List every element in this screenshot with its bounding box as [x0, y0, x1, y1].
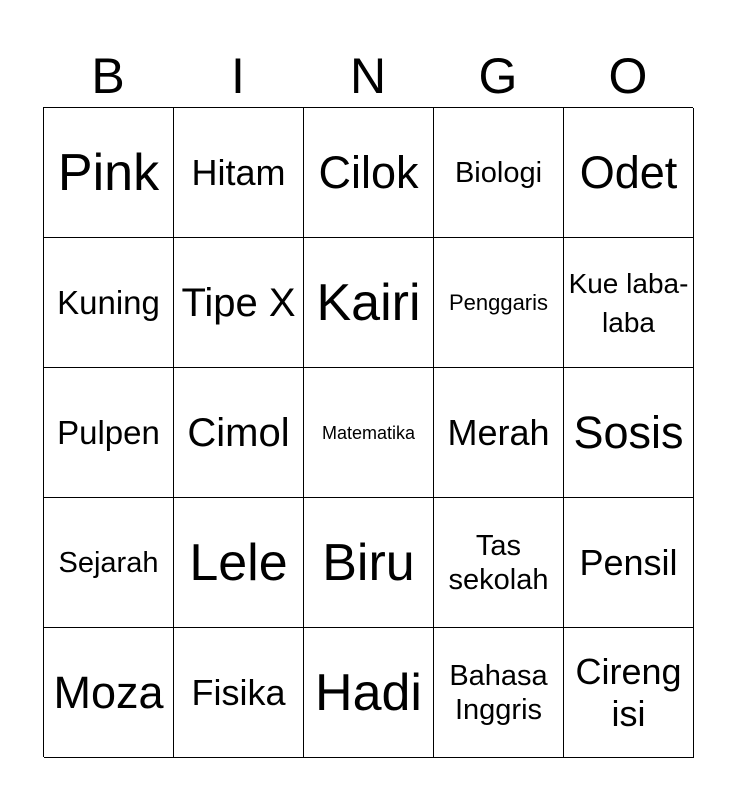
bingo-cell-r2c3[interactable]: [304, 238, 434, 368]
bingo-cell-r2c2[interactable]: [174, 238, 304, 368]
bingo-cell-r5c5[interactable]: [564, 628, 694, 758]
cell-label: Fisika: [191, 671, 286, 713]
cell-label: Merah: [447, 411, 550, 453]
bingo-cell-r1c5[interactable]: [564, 108, 694, 238]
cell-label: Bahasa Inggris: [449, 659, 548, 726]
bingo-cell-r3c3[interactable]: [304, 368, 434, 498]
header-letter-o: O: [608, 48, 648, 104]
cell-label: Kairi: [316, 273, 421, 332]
bingo-cell-r5c4[interactable]: [434, 628, 564, 758]
cell-label: Hadi: [315, 663, 422, 722]
cell-label: Sosis: [573, 406, 684, 458]
cell-label: Tipe X: [181, 280, 296, 325]
bingo-cell-r1c1[interactable]: [44, 108, 174, 238]
bingo-cell-r5c3[interactable]: [304, 628, 434, 758]
cell-label: Penggaris: [448, 289, 549, 315]
bingo-cell-r2c5[interactable]: [564, 238, 694, 368]
cell-label: Moza: [53, 666, 164, 718]
bingo-header: [43, 44, 693, 108]
header-letter-b: B: [91, 48, 125, 104]
cell-label: Cimol: [187, 410, 290, 455]
cell-label: Pulpen: [57, 413, 160, 451]
cell-label: Odet: [579, 146, 678, 198]
cell-label: Kue laba-laba: [568, 267, 689, 338]
bingo-cell-r2c4[interactable]: [434, 238, 564, 368]
header-letter-n: N: [349, 48, 387, 104]
bingo-board: [43, 107, 693, 757]
cell-label: Kuning: [57, 283, 160, 321]
cell-label: Cireng isi: [575, 650, 682, 734]
bingo-cell-r1c4[interactable]: [434, 108, 564, 238]
bingo-cell-r2c1[interactable]: [44, 238, 174, 368]
bingo-cell-r3c2[interactable]: [174, 368, 304, 498]
bingo-cell-r4c4[interactable]: [434, 498, 564, 628]
cell-label: Pink: [57, 143, 160, 202]
bingo-cell-r3c5[interactable]: [564, 368, 694, 498]
bingo-cell-r4c1[interactable]: [44, 498, 174, 628]
bingo-cell-r1c2[interactable]: [174, 108, 304, 238]
cell-label: Biologi: [454, 156, 543, 189]
bingo-cell-r5c1[interactable]: [44, 628, 174, 758]
bingo-cell-r5c2[interactable]: [174, 628, 304, 758]
bingo-cell-r4c5[interactable]: [564, 498, 694, 628]
header-letter-g: G: [478, 48, 518, 104]
cell-label: Biru: [322, 533, 415, 592]
bingo-cell-r4c2[interactable]: [174, 498, 304, 628]
bingo-cell-r4c3[interactable]: [304, 498, 434, 628]
cell-label: Hitam: [191, 151, 286, 193]
bingo-cell-r3c4[interactable]: [434, 368, 564, 498]
bingo-cell-r3c1[interactable]: [44, 368, 174, 498]
cell-label: Tas sekolah: [448, 529, 549, 596]
cell-label: Sejarah: [58, 546, 159, 579]
cell-label: Lele: [189, 533, 288, 592]
cell-label: Pensil: [579, 541, 678, 583]
cell-label: Cilok: [318, 146, 419, 198]
bingo-cell-r1c3[interactable]: [304, 108, 434, 238]
header-letter-i: I: [231, 48, 245, 104]
cell-label: Matematika: [321, 422, 416, 443]
